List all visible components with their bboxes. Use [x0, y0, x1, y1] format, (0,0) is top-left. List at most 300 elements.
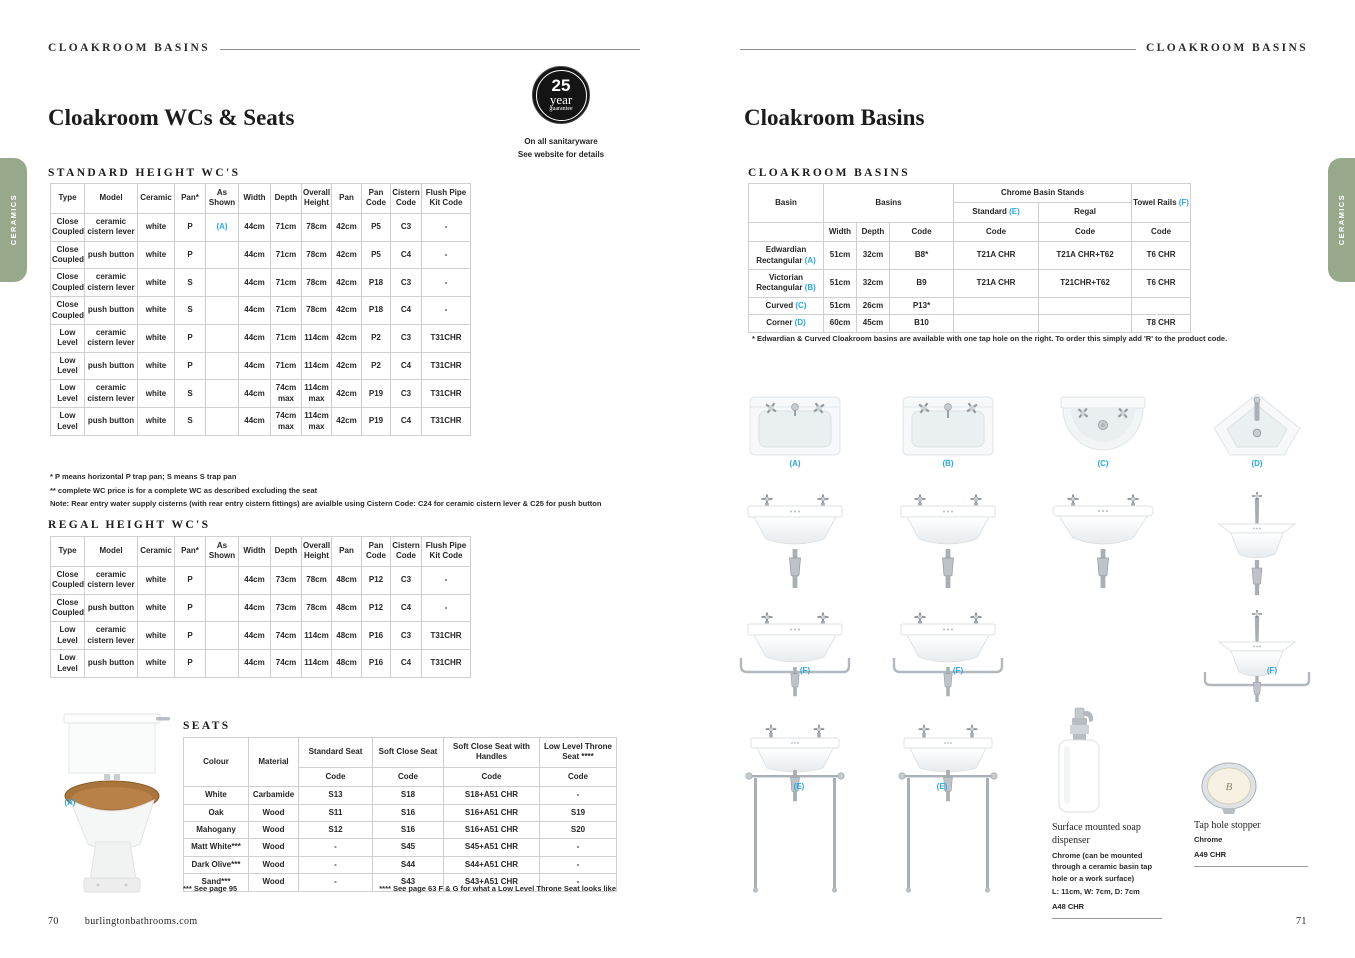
- table-cell: 71cm: [271, 324, 302, 352]
- table-cell: Carbamide: [249, 787, 299, 804]
- column-header: As Shown: [206, 537, 239, 567]
- table-cell: 74cm: [271, 650, 302, 678]
- column-header: Code: [540, 767, 617, 786]
- soap-dispenser-desc: Chrome (can be mounted through a ceramic basin tap hole or a work surface): [1052, 851, 1153, 883]
- table-cell: Wood: [249, 839, 299, 856]
- table-cell: white: [138, 650, 175, 678]
- table-cell: S12: [299, 821, 373, 838]
- table-cell: -: [540, 856, 617, 873]
- regal-height-wc-table: [50, 536, 471, 678]
- right-page-number: 71: [1296, 916, 1307, 927]
- column-header: Type: [51, 184, 85, 214]
- table-cell: 114cm: [302, 622, 332, 650]
- table-cell: 114cm max: [302, 408, 332, 436]
- standard-height-wc-table: [50, 183, 471, 436]
- basin-label-a: (A): [789, 459, 801, 468]
- table-cell: S20: [540, 821, 617, 838]
- table-cell: T31CHR: [422, 324, 471, 352]
- table-cell: 42cm: [332, 380, 362, 408]
- table-cell: S45+A51 CHR: [444, 839, 540, 856]
- column-header: Ceramic: [138, 184, 175, 214]
- table-cell: push button: [85, 594, 138, 622]
- table-cell: B8*: [890, 242, 954, 270]
- column-header: Code: [444, 767, 540, 786]
- table-cell: C3: [391, 324, 422, 352]
- soap-dispenser-photo: [1052, 702, 1106, 818]
- table-cell: T21A CHR+T62: [1039, 242, 1132, 270]
- column-header: Width: [239, 537, 271, 567]
- badge-guarantee: guarantee: [549, 105, 573, 112]
- table-cell: C4: [391, 241, 422, 269]
- basin-label-c: (C): [1097, 459, 1109, 468]
- table-row: [51, 566, 471, 594]
- table-cell: white: [138, 352, 175, 380]
- table-cell: 44cm: [239, 408, 271, 436]
- tap-hole-stopper-photo: [1198, 760, 1260, 816]
- table-cell: 44cm: [239, 213, 271, 241]
- table-cell: 44cm: [239, 566, 271, 594]
- table-cell: 44cm: [239, 380, 271, 408]
- badge-notes: [503, 136, 619, 162]
- footnote-2: ** complete WC price is for a complete WC as described excluding the seat: [50, 485, 318, 495]
- table-cell: [954, 315, 1039, 332]
- towel-rail-label-f1: (F): [799, 666, 811, 675]
- table-cell: [206, 352, 239, 380]
- seats-table: [183, 737, 617, 892]
- table-cell: C4: [391, 297, 422, 325]
- column-header: Material: [249, 738, 299, 787]
- table-cell: white: [138, 594, 175, 622]
- column-header: Standard Seat: [299, 738, 373, 768]
- curved-basin-front-photo: [1048, 486, 1158, 604]
- basins-footnote: * Edwardian & Curved Cloakroom basins are available with one tap hole on the right. To order this simply add 'R' to the product code.: [752, 334, 1228, 343]
- seats-footnote-right: **** See page 63 F & G for what a Low Level Throne Seat looks like: [379, 884, 616, 893]
- ceramics-tab-label: CERAMICS: [1337, 194, 1346, 246]
- table-cell: C3: [391, 213, 422, 241]
- table-cell: C3: [391, 622, 422, 650]
- table-cell: P: [175, 213, 206, 241]
- table-cell: T21CHR+T62: [1039, 269, 1132, 297]
- table-cell: [1039, 315, 1132, 332]
- column-header: Code: [954, 222, 1039, 241]
- table-cell: white: [138, 622, 175, 650]
- corner-basin-front-photo: [1202, 486, 1312, 604]
- table-header-row: [184, 738, 617, 768]
- table-cell: ceramic cistern lever: [85, 380, 138, 408]
- column-header: Ceramic: [138, 537, 175, 567]
- soap-dispenser-title: Surface mounted soap dispenser: [1052, 822, 1141, 846]
- table-cell: B10: [890, 315, 954, 332]
- table-cell: 73cm: [271, 566, 302, 594]
- table-cell: Close Coupled: [51, 241, 85, 269]
- table-cell: 42cm: [332, 297, 362, 325]
- table-cell: T31CHR: [422, 408, 471, 436]
- table-cell: 45cm: [857, 315, 890, 332]
- column-header: Pan Code: [362, 537, 391, 567]
- table-cell: white: [138, 408, 175, 436]
- right-running-header: [740, 42, 1308, 54]
- table-row: [51, 352, 471, 380]
- victorian-basin-front-photo: [893, 486, 1003, 604]
- table-cell: -: [299, 839, 373, 856]
- left-page-title: Cloakroom WCs & Seats: [48, 105, 295, 130]
- table-cell: 78cm: [302, 594, 332, 622]
- seats-section-title: SEATS: [183, 720, 231, 732]
- victorian-basin-towel-rail-photo: [890, 606, 1006, 702]
- table-cell: ceramic cistern lever: [85, 269, 138, 297]
- washstand-label-e2: (E): [936, 782, 948, 791]
- table-cell: T6 CHR: [1132, 269, 1191, 297]
- table-cell: 114cm: [302, 650, 332, 678]
- table-cell: P18: [362, 269, 391, 297]
- corner-basin-towel-rail-photo: [1199, 606, 1315, 702]
- table-cell: [206, 297, 239, 325]
- edwardian-basin-towel-rail-photo: [737, 606, 853, 702]
- basin-label-b: (B): [942, 459, 954, 468]
- table-cell: [1039, 297, 1132, 314]
- table-cell: P: [175, 324, 206, 352]
- table-cell: 48cm: [332, 650, 362, 678]
- table-row: [51, 380, 471, 408]
- table-cell: Mahogany: [184, 821, 249, 838]
- table-cell: white: [138, 324, 175, 352]
- table-cell: white: [138, 297, 175, 325]
- table-row: [749, 297, 1191, 314]
- table-cell: -: [299, 874, 373, 891]
- left-running-header-text: CLOAKROOM BASINS: [48, 42, 211, 54]
- table-cell: 78cm: [302, 566, 332, 594]
- table-cell: S13: [299, 787, 373, 804]
- ceramics-tab-label: CERAMICS: [9, 194, 18, 246]
- table-cell: 51cm: [824, 242, 857, 270]
- table-cell: Matt White***: [184, 839, 249, 856]
- table-row: [51, 269, 471, 297]
- seats-footnotes: [183, 882, 616, 896]
- table-cell: 74cm max: [271, 380, 302, 408]
- table-cell: P5: [362, 213, 391, 241]
- table-cell: S: [175, 408, 206, 436]
- badge-note-1: On all sanitaryware: [524, 137, 598, 146]
- table-cell: Wood: [249, 804, 299, 821]
- table-header-row: [51, 184, 471, 214]
- table-group-header-row: [749, 184, 1191, 203]
- victorian-basin-top-photo: [900, 391, 996, 461]
- table-cell: 44cm: [239, 297, 271, 325]
- table-cell: 48cm: [332, 566, 362, 594]
- seats-footnote-left: *** See page 95: [183, 884, 238, 893]
- column-header: Soft Close Seat with Handles: [444, 738, 540, 768]
- table-cell: [206, 622, 239, 650]
- table-cell: 44cm: [239, 269, 271, 297]
- table-cell: P19: [362, 380, 391, 408]
- table-cell: 78cm: [302, 297, 332, 325]
- column-header: Pan*: [175, 184, 206, 214]
- table-cell: white: [138, 566, 175, 594]
- standard-wc-section-title: STANDARD HEIGHT WC'S: [48, 167, 241, 179]
- right-page-title: Cloakroom Basins: [744, 105, 925, 130]
- table-row: [51, 324, 471, 352]
- table-cell: [206, 380, 239, 408]
- table-cell: P: [175, 594, 206, 622]
- table-row: [184, 821, 617, 838]
- table-cell: Corner (D): [749, 315, 824, 332]
- table-cell: Low Level: [51, 622, 85, 650]
- column-header: Pan*: [175, 537, 206, 567]
- column-header: Width: [824, 222, 857, 241]
- table-row: [51, 213, 471, 241]
- table-cell: 42cm: [332, 213, 362, 241]
- column-header: As Shown: [206, 184, 239, 214]
- edwardian-basin-top-photo: [747, 391, 843, 461]
- column-header: Code: [373, 767, 444, 786]
- table-cell: 71cm: [271, 352, 302, 380]
- table-cell: push button: [85, 352, 138, 380]
- table-cell: push button: [85, 650, 138, 678]
- table-cell: ceramic cistern lever: [85, 622, 138, 650]
- table-cell: P: [175, 566, 206, 594]
- table-cell: [206, 408, 239, 436]
- left-running-header: [48, 42, 640, 54]
- towel-rail-label-f2: (F): [952, 666, 964, 675]
- table-cell: T31CHR: [422, 650, 471, 678]
- table-cell: Close Coupled: [51, 297, 85, 325]
- table-cell: S19: [540, 804, 617, 821]
- table-cell: 44cm: [239, 352, 271, 380]
- table-cell: T21A CHR: [954, 242, 1039, 270]
- right-running-header-text: CLOAKROOM BASINS: [1145, 42, 1308, 54]
- table-cell: P12: [362, 566, 391, 594]
- column-header: Pan: [332, 537, 362, 567]
- table-cell: push button: [85, 297, 138, 325]
- table-cell: white: [138, 241, 175, 269]
- column-header: Model: [85, 184, 138, 214]
- table-cell: [206, 566, 239, 594]
- table-cell: -: [422, 269, 471, 297]
- table-cell: T21A CHR: [954, 269, 1039, 297]
- table-cell: T31CHR: [422, 352, 471, 380]
- column-header: Type: [51, 537, 85, 567]
- badge-number: 25: [551, 75, 571, 95]
- table-cell: S: [175, 380, 206, 408]
- table-cell: C4: [391, 352, 422, 380]
- table-cell: 44cm: [239, 594, 271, 622]
- table-code-header-row: [749, 222, 1191, 241]
- table-cell: White: [184, 787, 249, 804]
- table-cell: S16+A51 CHR: [444, 804, 540, 821]
- table-cell: C3: [391, 269, 422, 297]
- table-cell: P: [175, 241, 206, 269]
- table-cell: T31CHR: [422, 622, 471, 650]
- table-cell: 48cm: [332, 622, 362, 650]
- column-header: Pan Code: [362, 184, 391, 214]
- table-cell: Sand***: [184, 874, 249, 891]
- left-page-number: 70: [48, 916, 59, 927]
- table-cell: ceramic cistern lever: [85, 566, 138, 594]
- washstand-label-e1: (E): [793, 782, 805, 791]
- table-cell: -: [422, 594, 471, 622]
- column-header-stands: Chrome Basin Stands: [954, 184, 1132, 203]
- corner-basin-top-photo: [1209, 391, 1305, 461]
- table-cell: 42cm: [332, 352, 362, 380]
- table-cell: Curved (C): [749, 297, 824, 314]
- wc-photo-label: (A): [64, 798, 76, 807]
- cloakroom-basins-table: [748, 183, 1191, 333]
- ceramics-side-tab-left: [0, 158, 27, 282]
- column-header: Cistern Code: [391, 537, 422, 567]
- header-rule: [740, 49, 1136, 50]
- table-cell: S43+A51 CHR: [444, 874, 540, 891]
- table-cell: 78cm: [302, 269, 332, 297]
- table-row: [184, 804, 617, 821]
- column-header-empty: [749, 222, 824, 241]
- table-cell: [206, 324, 239, 352]
- table-cell: Wood: [249, 821, 299, 838]
- tap-hole-stopper-info: [1194, 820, 1308, 867]
- table-cell: S11: [299, 804, 373, 821]
- table-cell: 42cm: [332, 408, 362, 436]
- column-header-basins: Basins: [824, 184, 954, 223]
- table-cell: P19: [362, 408, 391, 436]
- column-header: Code: [299, 767, 373, 786]
- regal-wc-section-title: REGAL HEIGHT WC'S: [48, 519, 211, 531]
- table-cell: white: [138, 380, 175, 408]
- table-cell: Dark Olive***: [184, 856, 249, 873]
- table-cell: 71cm: [271, 241, 302, 269]
- table-cell: [954, 297, 1039, 314]
- column-header: Code: [890, 222, 954, 241]
- table-cell: S43: [373, 874, 444, 891]
- soap-dispenser-info: [1052, 822, 1162, 919]
- table-cell: push button: [85, 241, 138, 269]
- table-cell: push button: [85, 408, 138, 436]
- table-row: [184, 787, 617, 804]
- table-cell: S: [175, 269, 206, 297]
- table-cell: 42cm: [332, 269, 362, 297]
- header-rule: [220, 49, 640, 50]
- column-header: Depth: [271, 184, 302, 214]
- table-cell: S44+A51 CHR: [444, 856, 540, 873]
- table-cell: -: [540, 839, 617, 856]
- table-cell: S16: [373, 821, 444, 838]
- table-cell: -: [422, 566, 471, 594]
- table-cell: (A): [206, 213, 239, 241]
- towel-rail-label-f3: (F): [1266, 666, 1278, 675]
- table-cell: Low Level: [51, 352, 85, 380]
- table-cell: ceramic cistern lever: [85, 324, 138, 352]
- column-header-regal: Regal: [1039, 203, 1132, 222]
- table-cell: P13*: [890, 297, 954, 314]
- table-cell: 44cm: [239, 241, 271, 269]
- table-cell: 114cm max: [302, 380, 332, 408]
- ceramics-side-tab-right: [1328, 158, 1355, 282]
- table-row: [51, 622, 471, 650]
- table-cell: -: [540, 787, 617, 804]
- table-cell: [206, 241, 239, 269]
- cloakroom-basins-section-title: CLOAKROOM BASINS: [748, 167, 911, 179]
- table-cell: [206, 269, 239, 297]
- table-cell: 42cm: [332, 324, 362, 352]
- column-header: Pan: [332, 184, 362, 214]
- table-cell: Low Level: [51, 380, 85, 408]
- table-row: [749, 315, 1191, 332]
- table-cell: 48cm: [332, 594, 362, 622]
- tap-hole-stopper-finish: Chrome: [1194, 834, 1223, 844]
- table-cell: T8 CHR: [1132, 315, 1191, 332]
- table-cell: Low Level: [51, 650, 85, 678]
- table-cell: Oak: [184, 804, 249, 821]
- badge-year: year: [549, 91, 573, 107]
- table-cell: P16: [362, 622, 391, 650]
- table-row: [51, 650, 471, 678]
- table-cell: 74cm: [271, 622, 302, 650]
- table-row: [51, 408, 471, 436]
- column-header-towel-rails: Towel Rails (F): [1132, 184, 1191, 223]
- badge-note-2: See website for details: [517, 149, 605, 159]
- table-cell: 74cm max: [271, 408, 302, 436]
- tap-hole-stopper-title: Tap hole stopper: [1194, 820, 1261, 831]
- table-cell: Close Coupled: [51, 594, 85, 622]
- column-header: Width: [239, 184, 271, 214]
- column-header: Soft Close Seat: [373, 738, 444, 768]
- table-cell: 26cm: [857, 297, 890, 314]
- right-page-footer: [1296, 916, 1307, 927]
- table-cell: Edwardian Rectangular (A): [749, 242, 824, 270]
- left-page-footer: [48, 916, 198, 927]
- table-row: [749, 269, 1191, 297]
- table-cell: Wood: [249, 856, 299, 873]
- table-cell: 44cm: [239, 622, 271, 650]
- table-cell: B9: [890, 269, 954, 297]
- table-cell: 71cm: [271, 213, 302, 241]
- table-cell: Close Coupled: [51, 269, 85, 297]
- table-cell: [1132, 297, 1191, 314]
- table-cell: C4: [391, 650, 422, 678]
- table-cell: S18: [373, 787, 444, 804]
- table-cell: Low Level: [51, 324, 85, 352]
- edwardian-basin-washstand-photo: [740, 716, 850, 896]
- table-cell: [206, 650, 239, 678]
- column-header: Flush Pipe Kit Code: [422, 537, 471, 567]
- table-cell: C3: [391, 566, 422, 594]
- table-cell: S16: [373, 804, 444, 821]
- table-cell: 73cm: [271, 594, 302, 622]
- table-cell: [206, 594, 239, 622]
- table-cell: 71cm: [271, 269, 302, 297]
- table-cell: 51cm: [824, 297, 857, 314]
- table-cell: -: [422, 297, 471, 325]
- table-cell: S: [175, 297, 206, 325]
- table-cell: 32cm: [857, 242, 890, 270]
- column-header: Flush Pipe Kit Code: [422, 184, 471, 214]
- table-cell: 44cm: [239, 650, 271, 678]
- site-url: burlingtonbathrooms.com: [84, 916, 198, 927]
- table-cell: 42cm: [332, 241, 362, 269]
- column-header: Overall Height: [302, 537, 332, 567]
- column-header: Low Level Throne Seat ****: [540, 738, 617, 768]
- table-cell: 114cm: [302, 324, 332, 352]
- table-cell: -: [540, 874, 617, 891]
- basin-label-d: (D): [1251, 459, 1263, 468]
- table-cell: -: [422, 241, 471, 269]
- table-cell: S44: [373, 856, 444, 873]
- column-header-standard: Standard (E): [954, 203, 1039, 222]
- table-cell: P5: [362, 241, 391, 269]
- table-cell: white: [138, 213, 175, 241]
- table-cell: 32cm: [857, 269, 890, 297]
- column-header: Overall Height: [302, 184, 332, 214]
- guarantee-badge: [532, 66, 590, 124]
- divider-rule: [1052, 918, 1162, 919]
